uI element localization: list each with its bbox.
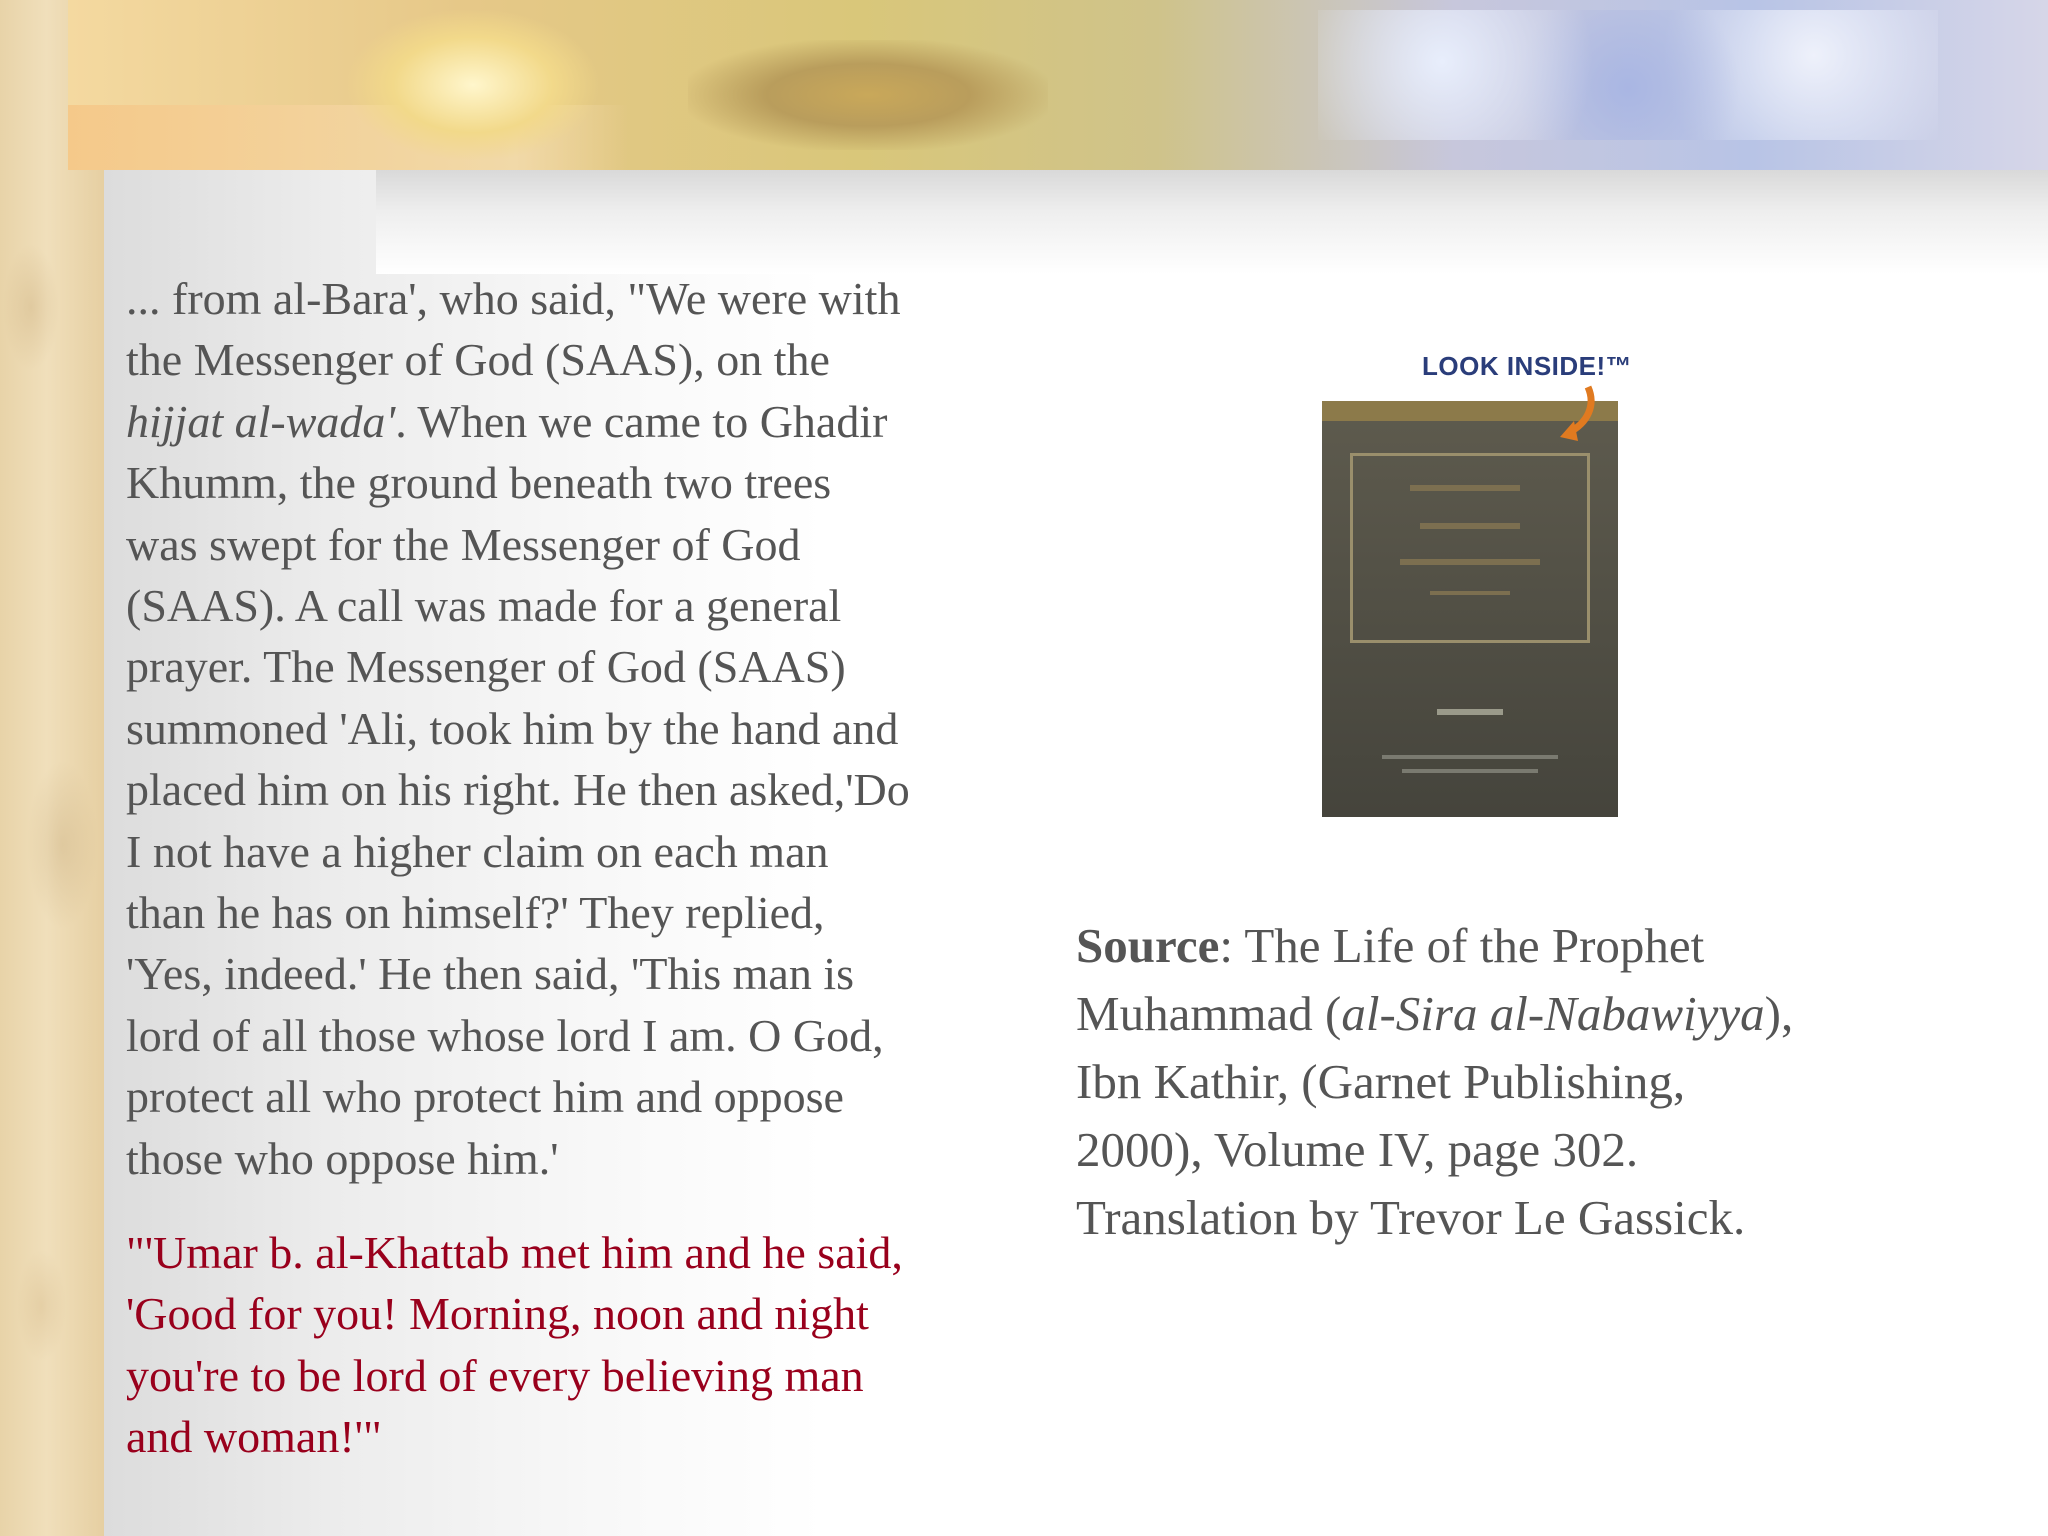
source-label: Source	[1076, 918, 1220, 973]
look-inside-arrow-icon	[1558, 385, 1598, 445]
quote-line: than he has on himself?' They replied,	[126, 887, 825, 939]
quote-line: those who oppose him.'	[126, 1132, 559, 1184]
source-text: : The Life of the Prophet	[1219, 918, 1705, 973]
source-line: Ibn Kathir, (Garnet Publishing,	[1076, 1054, 1686, 1109]
source-line	[1076, 912, 1976, 980]
red-quote-line: and woman!'"	[126, 1411, 382, 1463]
source-text: Muhammad (	[1076, 986, 1342, 1041]
source-text: ),	[1764, 986, 1794, 1041]
quote-line	[126, 391, 1026, 452]
quote-line: was swept for the Messenger of God	[126, 518, 801, 570]
header-shadow	[376, 170, 2048, 274]
source-citation	[1076, 912, 1976, 1252]
book-cover-image[interactable]	[1322, 345, 1633, 817]
source-line: 2000), Volume IV, page 302.	[1076, 1122, 1639, 1177]
quote-paragraph	[126, 268, 1026, 1189]
quote-italic-term: hijjat al-wada'	[126, 395, 396, 447]
quote-line: the Messenger of God (SAAS), on the	[126, 334, 830, 386]
red-quote-line: "'Umar b. al-Khattab met him and he said,	[126, 1227, 903, 1278]
book-author-lettering	[1437, 709, 1503, 715]
quote-line: prayer. The Messenger of God (SAAS)	[126, 641, 846, 693]
source-line: Translation by Trevor Le Gassick.	[1076, 1190, 1746, 1245]
red-quote-line: 'Good for you! Morning, noon and night	[126, 1288, 869, 1340]
red-quote-line: you're to be lord of every believing man	[126, 1349, 864, 1401]
header-leaf-image	[348, 10, 598, 160]
source-line	[1076, 980, 1976, 1048]
parchment-strip	[0, 0, 104, 1536]
header-leaf-image	[688, 40, 1048, 150]
header-floral-image	[1318, 10, 1938, 140]
quote-line: 'Yes, indeed.' He then said, 'This man is	[126, 948, 855, 1000]
quote-line: Khumm, the ground beneath two trees	[126, 457, 832, 509]
quote-line: I not have a higher claim on each man	[126, 825, 829, 877]
look-inside-label[interactable]: LOOK INSIDE!™	[1422, 351, 1633, 381]
quote-line: ... from al-Bara', who said, "We were with	[126, 273, 901, 324]
quote-line: placed him on his right. He then asked,'Do	[126, 764, 910, 816]
book-publisher-lettering	[1402, 769, 1538, 773]
source-italic-title: al-Sira al-Nabawiyya	[1341, 986, 1765, 1041]
quote-line: protect all who protect him and oppose	[126, 1071, 844, 1123]
quote-line: (SAAS). A call was made for a general	[126, 580, 842, 632]
book-publisher-lettering	[1382, 755, 1558, 759]
quote-line-rest: . When we came to Ghadir	[395, 395, 888, 447]
header-decoration	[68, 0, 2048, 170]
red-quote-paragraph	[126, 1222, 1026, 1468]
book-title-lettering	[1400, 473, 1540, 613]
quote-line: summoned 'Ali, took him by the hand and	[126, 702, 899, 754]
quote-line: lord of all those whose lord I am. O God,	[126, 1009, 884, 1061]
